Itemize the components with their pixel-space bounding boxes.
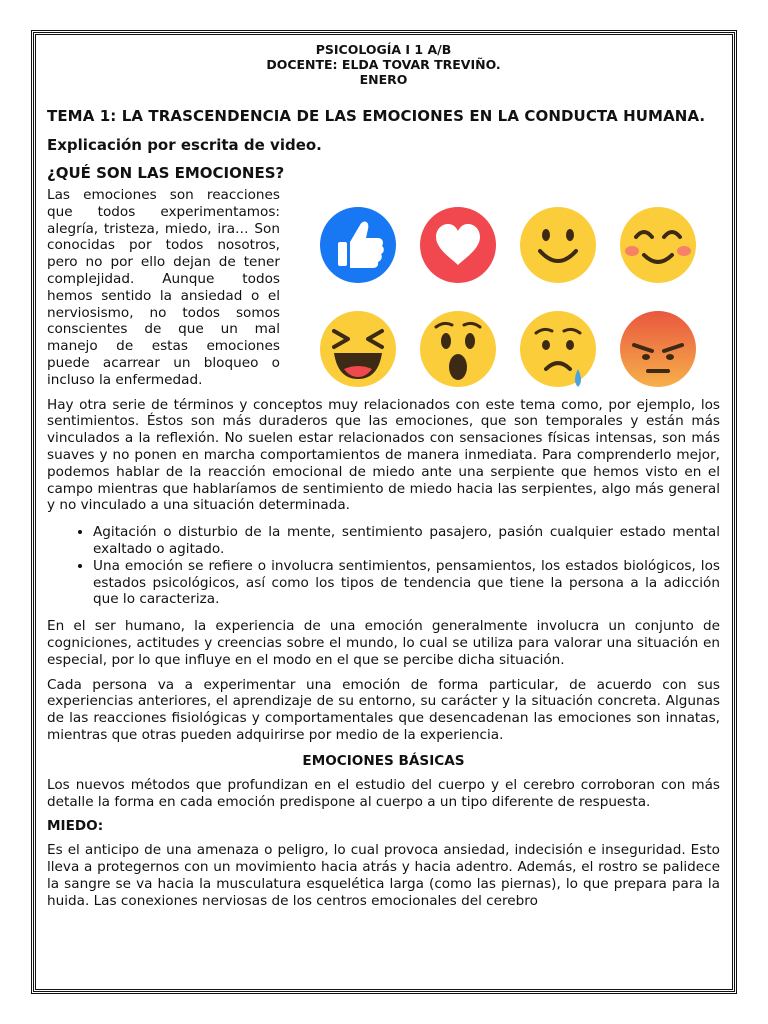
emoji-reactions-image (314, 207, 704, 392)
paragraph-human-experience: En el ser humano, la experiencia de una emoción generalmente involucra un conjunto de cogniciones, actitudes y creencias sobre el mundo, lo cual se utiliza para valorar una situación en especial, por lo que influye en el modo en el que se percibe dicha situación. (47, 618, 720, 668)
emotion-definitions-list (47, 524, 720, 608)
paragraph-terms (47, 397, 720, 515)
header-course: PSICOLOGÍA I 1 A/B (315, 42, 452, 57)
sad-icon (520, 311, 596, 387)
list-item: • Una emoción se refiere o involucra sentimientos, pensamientos, los estados biológicos, los estados psicológicos, así como los tipos de tendencia que tiene la persona a la adicción que lo caracteriza. (93, 558, 720, 608)
document-content (47, 42, 720, 909)
blush-smile-icon (620, 207, 696, 283)
header-month: ENERO (359, 72, 408, 87)
laugh-icon (320, 311, 396, 387)
paragraph-new-methods: Los nuevos métodos que profundizan en el estudio del cuerpo y el cerebro corroboran con más detalle la forma en cada emoción predispone al cuerpo a un tipo diferente de respuesta. (47, 776, 720, 810)
like-icon (320, 207, 396, 283)
section-heading-basic-emotions: EMOCIONES BÁSICAS (302, 752, 465, 769)
heart-icon (420, 207, 496, 283)
paragraph-fear: Es el anticipo de una amenaza o peligro, lo cual provoca ansiedad, indecisión e inseguridad. Esto lleva a protegernos con un movimiento hacia atrás y hacia adentro. Además, el rostro se palidece la sangre se va hacia la musculatura esquelética larga (como las piernas), lo que prepara para la huida. Las conexiones nerviosas de los centros emocionales del cerebro (47, 842, 720, 909)
intro-paragraph: Las emociones son reacciones que todos experimentamos: alegría, tristeza, miedo, ira… Son conocidas por todos nosotros, pero no por ello dejan de tener complejidad. Aunque todos hemos sentido la ansiedad o el nerviosismo, no todos somos conscientes de que un mal manejo de estas emociones puede acarrear un bloqueo o incluso la enfermedad. (47, 187, 280, 388)
topic-subtitle: Explicación por escrita de video. (47, 136, 322, 154)
intro-section (47, 187, 720, 514)
wow-icon (420, 311, 496, 387)
topic-title: TEMA 1: LA TRASCENDENCIA DE LAS EMOCIONES EN LA CONDUCTA HUMANA. (47, 107, 706, 125)
angry-icon (620, 311, 696, 387)
smile-icon (520, 207, 596, 283)
header-teacher: DOCENTE: ELDA TOVAR TREVIÑO. (266, 57, 501, 72)
list-item: • Agitación o disturbio de la mente, sentimiento pasajero, pasión cualquier estado mental exaltado o agitado. (93, 524, 720, 558)
fear-heading: MIEDO: (47, 818, 104, 835)
paragraph-personal-experience: Cada persona va a experimentar una emoción de forma particular, de acuerdo con sus experiencias anteriores, el aprendizaje de su entorno, su carácter y la situación concreta. Algunas de las reacciones fisiológicas y comportamentales que desencadenan las emociones son innatas, mientras que otras pueden adquirirse por medio de la experiencia. (47, 676, 720, 743)
document-header (47, 42, 720, 87)
section-question: ¿QUÉ SON LAS EMOCIONES? (47, 164, 285, 182)
paragraph-terms-text: Hay otra serie de términos y conceptos muy relacionados con este tema como, por ejemplo, los sentimientos. Éstos son más duraderos que las emociones, que son temporales y están más vinculados a la reflexión. No suelen estar relacionados con sensaciones físicas intensas, son más suaves y no ponen en marcha comportamientos de manera inmediata. Para comprenderlo mejor, podemos hablar de la reacción emocional de miedo ante una serpiente que hemos visto en el campo mientras que hablaríamos de sentimiento de miedo hacia las serpientes, algo más general y no vinculado a una situación determinada. (47, 396, 720, 514)
